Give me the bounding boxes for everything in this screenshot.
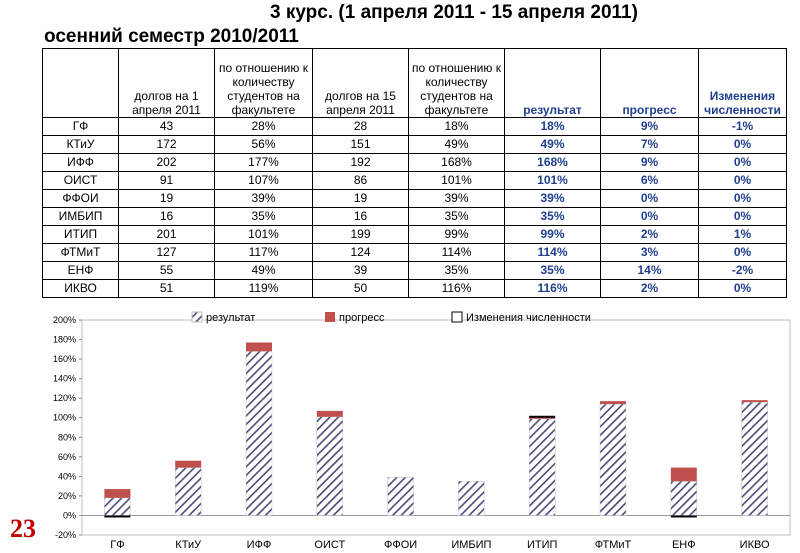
table-cell: 114%	[409, 244, 505, 262]
table-cell: 107%	[215, 172, 313, 190]
table-cell: 14%	[601, 262, 699, 280]
table-cell: 0%	[699, 172, 787, 190]
y-tick-label: 40%	[57, 471, 76, 482]
y-tick-label: 0%	[62, 510, 76, 521]
table-cell: 172	[119, 136, 215, 154]
table-cell: 39%	[215, 190, 313, 208]
table-cell: 127	[119, 244, 215, 262]
bar-result	[175, 468, 201, 516]
table-cell: 91	[119, 172, 215, 190]
table-cell: 0%	[601, 190, 699, 208]
data-table	[42, 48, 787, 298]
y-tick-label: 100%	[52, 412, 76, 423]
table-cell: 2%	[601, 280, 699, 298]
table-cell: 99%	[505, 226, 601, 244]
table-cell: 49%	[505, 136, 601, 154]
y-tick-label: 140%	[52, 373, 76, 384]
faculty-cell: ИТИП	[43, 226, 119, 244]
y-tick-label: 120%	[52, 393, 76, 404]
bar-result	[742, 402, 768, 515]
table-row	[43, 172, 787, 190]
page-title: 3 курс. (1 апреля 2011 - 15 апреля 2011)	[270, 2, 638, 23]
bar-result	[458, 481, 484, 515]
header-debts-apr1: долгов на 1 апреля 2011	[119, 49, 215, 118]
table-cell: 114%	[505, 244, 601, 262]
bar-progress	[600, 401, 626, 404]
y-tick-label: 20%	[57, 490, 76, 501]
table-cell: 177%	[215, 154, 313, 172]
table-cell: 39%	[409, 190, 505, 208]
bar-result	[388, 477, 414, 515]
y-tick-label: 60%	[57, 451, 76, 462]
table-cell: 35%	[409, 262, 505, 280]
table-cell: 50	[313, 280, 409, 298]
page-subtitle: осенний семестр 2010/2011	[44, 26, 299, 47]
table-row	[43, 280, 787, 298]
bar-change	[529, 416, 555, 418]
table-cell: 39	[313, 262, 409, 280]
bar-change	[104, 515, 130, 517]
table-cell: 201	[119, 226, 215, 244]
x-tick-label: ФФОИ	[383, 539, 418, 551]
y-tick-label: -20%	[54, 530, 76, 540]
faculty-cell: ЕНФ	[43, 262, 119, 280]
table-row	[43, 244, 787, 262]
stacked-bar-chart	[42, 305, 794, 553]
table-cell: 0%	[699, 190, 787, 208]
table-cell: 28%	[215, 118, 313, 136]
legend-label: результат	[206, 312, 256, 324]
x-tick-label: ИКВО	[739, 539, 770, 551]
table-cell: 199	[313, 226, 409, 244]
legend-swatch	[325, 312, 335, 322]
table-cell: 168%	[505, 154, 601, 172]
table-cell: 116%	[409, 280, 505, 298]
table-cell: 202	[119, 154, 215, 172]
table-cell: 18%	[409, 118, 505, 136]
table-cell: -2%	[699, 262, 787, 280]
faculty-cell: ОИСТ	[43, 172, 119, 190]
table-cell: 56%	[215, 136, 313, 154]
table-cell: 2%	[601, 226, 699, 244]
table-cell: 116%	[505, 280, 601, 298]
table-row	[43, 154, 787, 172]
faculty-cell: ФФОИ	[43, 190, 119, 208]
table-cell: 16	[119, 208, 215, 226]
table-cell: 119%	[215, 280, 313, 298]
y-tick-label: 80%	[57, 432, 76, 443]
table-row	[43, 190, 787, 208]
table-cell: 124	[313, 244, 409, 262]
table-cell: 43	[119, 118, 215, 136]
bar-progress	[742, 400, 768, 402]
x-tick-label: ИТИП	[526, 539, 558, 551]
table-cell: 101%	[505, 172, 601, 190]
bar-progress	[246, 342, 272, 351]
table-header-row	[43, 49, 787, 118]
bar-result	[671, 481, 697, 515]
table-cell: 101%	[409, 172, 505, 190]
table-row	[43, 118, 787, 136]
table-cell: 192	[313, 154, 409, 172]
bar-progress	[175, 461, 201, 468]
bar-result	[317, 417, 343, 516]
header-faculty	[43, 49, 119, 118]
y-tick-label: 160%	[52, 354, 76, 365]
x-tick-label: ЕНФ	[671, 539, 696, 551]
table-cell: 51	[119, 280, 215, 298]
table-cell: 0%	[601, 208, 699, 226]
table-cell: 49%	[215, 262, 313, 280]
bar-result	[246, 351, 272, 515]
faculty-cell: ИМБИП	[43, 208, 119, 226]
table-cell: 35%	[215, 208, 313, 226]
table-cell: 0%	[699, 244, 787, 262]
table-cell: 151	[313, 136, 409, 154]
bar-result	[600, 404, 626, 515]
table-cell: 39%	[505, 190, 601, 208]
table-row	[43, 226, 787, 244]
legend-label: прогресс	[339, 312, 385, 324]
table-cell: 86	[313, 172, 409, 190]
table-cell: -1%	[699, 118, 787, 136]
legend-swatch	[452, 312, 462, 322]
bar-progress	[671, 468, 697, 482]
table-cell: 19	[119, 190, 215, 208]
faculty-cell: ИФФ	[43, 154, 119, 172]
legend-label: Изменения численности	[466, 312, 591, 324]
faculty-cell: ГФ	[43, 118, 119, 136]
table-row	[43, 262, 787, 280]
table-cell: 9%	[601, 154, 699, 172]
table-cell: 0%	[699, 154, 787, 172]
faculty-cell: КТиУ	[43, 136, 119, 154]
table-cell: 9%	[601, 118, 699, 136]
table-cell: 117%	[215, 244, 313, 262]
bar-change	[671, 515, 697, 517]
table-cell: 99%	[409, 226, 505, 244]
table-cell: 55	[119, 262, 215, 280]
table-cell: 35%	[409, 208, 505, 226]
slide-number: 23	[10, 514, 36, 543]
table-cell: 0%	[699, 208, 787, 226]
table-cell: 35%	[505, 208, 601, 226]
table-cell: 1%	[699, 226, 787, 244]
header-progress: прогресс	[601, 49, 699, 118]
table-cell: 0%	[699, 280, 787, 298]
table-cell: 0%	[699, 136, 787, 154]
faculty-cell: ИКВО	[43, 280, 119, 298]
table-cell: 7%	[601, 136, 699, 154]
header-ratio-apr15: по отношению к количеству студентов на факультете	[409, 49, 505, 118]
header-result: результат	[505, 49, 601, 118]
table-row	[43, 208, 787, 226]
table-cell: 101%	[215, 226, 313, 244]
x-tick-label: ГФ	[110, 539, 125, 551]
header-ratio-apr1: по отношению к количеству студентов на факультете	[215, 49, 313, 118]
table-cell: 19	[313, 190, 409, 208]
x-tick-label: ОИСТ	[314, 539, 346, 551]
table-cell: 35%	[505, 262, 601, 280]
y-tick-label: 180%	[52, 334, 76, 345]
header-change: Изменения численности	[699, 49, 787, 118]
legend-swatch	[192, 312, 202, 322]
bar-result	[104, 498, 130, 516]
table-cell: 28	[313, 118, 409, 136]
table-cell: 6%	[601, 172, 699, 190]
x-tick-label: ИФФ	[246, 539, 272, 551]
bar-progress	[317, 411, 343, 417]
table-cell: 168%	[409, 154, 505, 172]
faculty-cell: ФТМиТ	[43, 244, 119, 262]
y-tick-label: 200%	[52, 315, 76, 325]
bar-result	[529, 419, 555, 516]
header-debts-apr15: долгов на 15 апреля 2011	[313, 49, 409, 118]
x-tick-label: ФТМиТ	[594, 539, 632, 551]
table-cell: 49%	[409, 136, 505, 154]
bar-progress	[104, 489, 130, 498]
x-tick-label: ИМБИП	[451, 539, 492, 551]
table-cell: 3%	[601, 244, 699, 262]
x-tick-label: КТиУ	[175, 539, 202, 551]
table-cell: 18%	[505, 118, 601, 136]
table-row	[43, 136, 787, 154]
table-cell: 16	[313, 208, 409, 226]
